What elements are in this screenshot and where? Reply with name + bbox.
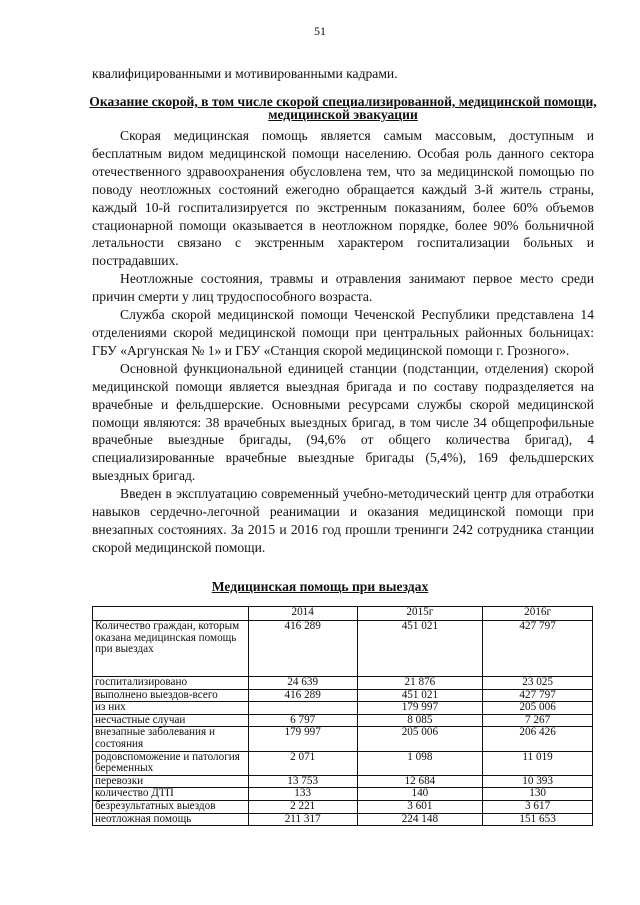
table-cell: 3 617 — [483, 800, 593, 813]
table-header-row — [93, 607, 593, 621]
table-cell: 151 653 — [483, 813, 593, 826]
table-cell: 7 267 — [483, 714, 593, 727]
table-cell: 12 684 — [357, 775, 483, 788]
row-label: неотложная помощь — [93, 813, 249, 826]
table-row — [93, 727, 593, 751]
paragraph-2: Неотложные состояния, травмы и отравления занимают первое место среди причин смерти у лиц трудоспособного возраста. — [92, 271, 594, 305]
paragraph-5: Введен в эксплуатацию современный учебно-методический центр для отработки навыков сердечно-легочной реанимации и оказания медицинской помощи при внезапных состояниях. За 2015 и 2016 год прошли тренинги 242 сотрудника станции скорой медицинской помощи. — [92, 486, 594, 555]
row-label: выполнено выездов-всего — [93, 689, 249, 702]
table-cell: 24 639 — [248, 677, 357, 690]
table-cell: 416 289 — [248, 621, 357, 677]
paragraph-3: Служба скорой медицинской помощи Чеченской Республики представлена 14 отделениями скорой медицинской помощи при центральных районных больницах: ГБУ «Аргунская № 1» и ГБУ «Станция скорой медицинской помощи г. Грозного». — [92, 307, 594, 358]
header-cell — [93, 607, 249, 621]
table-cell: 3 601 — [357, 800, 483, 813]
table-cell: 2 071 — [248, 751, 357, 775]
table-cell: 13 753 — [248, 775, 357, 788]
table-cell: 451 021 — [357, 689, 483, 702]
header-cell: 2016г — [483, 607, 593, 621]
table-cell: 10 393 — [483, 775, 593, 788]
table-cell: 11 019 — [483, 751, 593, 775]
header-cell: 2015г — [357, 607, 483, 621]
table-row — [93, 702, 593, 715]
body-text — [92, 127, 594, 557]
table-cell: 2 221 — [248, 800, 357, 813]
table-row — [93, 751, 593, 775]
row-label: количество ДТП — [93, 788, 249, 801]
table-row — [93, 813, 593, 826]
table-cell: 140 — [357, 788, 483, 801]
table-cell: 427 797 — [483, 689, 593, 702]
table-cell: 205 006 — [357, 727, 483, 751]
table-row — [93, 677, 593, 690]
table-row — [93, 800, 593, 813]
table-title: Медицинская помощь при выездах — [211, 579, 429, 594]
table-row — [93, 689, 593, 702]
table-cell: 133 — [248, 788, 357, 801]
table-cell: 130 — [483, 788, 593, 801]
section-heading: Оказание скорой, в том числе скорой специализированной, медицинской помощи, медицинской эвакуации — [89, 94, 597, 122]
table-cell — [248, 702, 357, 715]
page-number: 51 — [314, 24, 326, 38]
table-row — [93, 775, 593, 788]
row-label: безрезультатных выездов — [93, 800, 249, 813]
table-cell: 21 876 — [357, 677, 483, 690]
row-label: внезапные заболевания и состояния — [93, 727, 249, 751]
table-cell: 427 797 — [483, 621, 593, 677]
table-cell: 416 289 — [248, 689, 357, 702]
row-label: госпитализировано — [93, 677, 249, 690]
table-cell: 206 426 — [483, 727, 593, 751]
continuation-line: квалифицированными и мотивированными кадрами. — [92, 66, 398, 81]
table-cell: 1 098 — [357, 751, 483, 775]
table-cell: 23 025 — [483, 677, 593, 690]
table-cell: 179 997 — [248, 727, 357, 751]
row-label: из них — [93, 702, 249, 715]
table-row — [93, 788, 593, 801]
table-cell: 6 797 — [248, 714, 357, 727]
row-label: несчастные случаи — [93, 714, 249, 727]
row-label: перевозки — [93, 775, 249, 788]
paragraph-1: Скорая медицинская помощь является самым массовым, доступным и бесплатным видом медицинской помощи населению. Особая роль данного сектора отечественного здравоохранения обусловлена тем, что за медицинской помощью по поводу неотложных состояний ежегодно обращается каждый 3-й житель страны, каждый 10-й госпитализируется по экстренным показаниям, более 60% объемов стационарной помощи оказывается в неотложном порядке, более 90% больничной летальности связано с экстренным характером госпитализации больных и пострадавших. — [92, 128, 594, 269]
header-cell: 2014 — [248, 607, 357, 621]
row-label: родовспоможение и патология беременных — [93, 751, 249, 775]
table-cell: 179 997 — [357, 702, 483, 715]
paragraph-4: Основной функциональной единицей станции (подстанции, отделения) скорой медицинской помощи является выездная бригада и по составу подразделяется на врачебные и фельдшерские. Основными ресурсами службы скорой медицинской помощи являются: 38 врачебных выездных бригад, в том числе 34 общепрофильные врачебные выездные бригады, (94,6% от общего количества бригад), 4 специализированные врачебные выездные бригады (5,4%), 169 фельдшерских выездных бригад. — [92, 360, 594, 484]
table-cell: 211 317 — [248, 813, 357, 826]
ambulance-stats-table — [92, 606, 593, 826]
table-cell: 8 085 — [357, 714, 483, 727]
table-row — [93, 714, 593, 727]
table-cell: 224 148 — [357, 813, 483, 826]
table-cell: 205 006 — [483, 702, 593, 715]
table-row — [93, 621, 593, 677]
table-cell: 451 021 — [357, 621, 483, 677]
row-label: Количество граждан, которым оказана медицинская помощь при выездах — [93, 621, 249, 677]
